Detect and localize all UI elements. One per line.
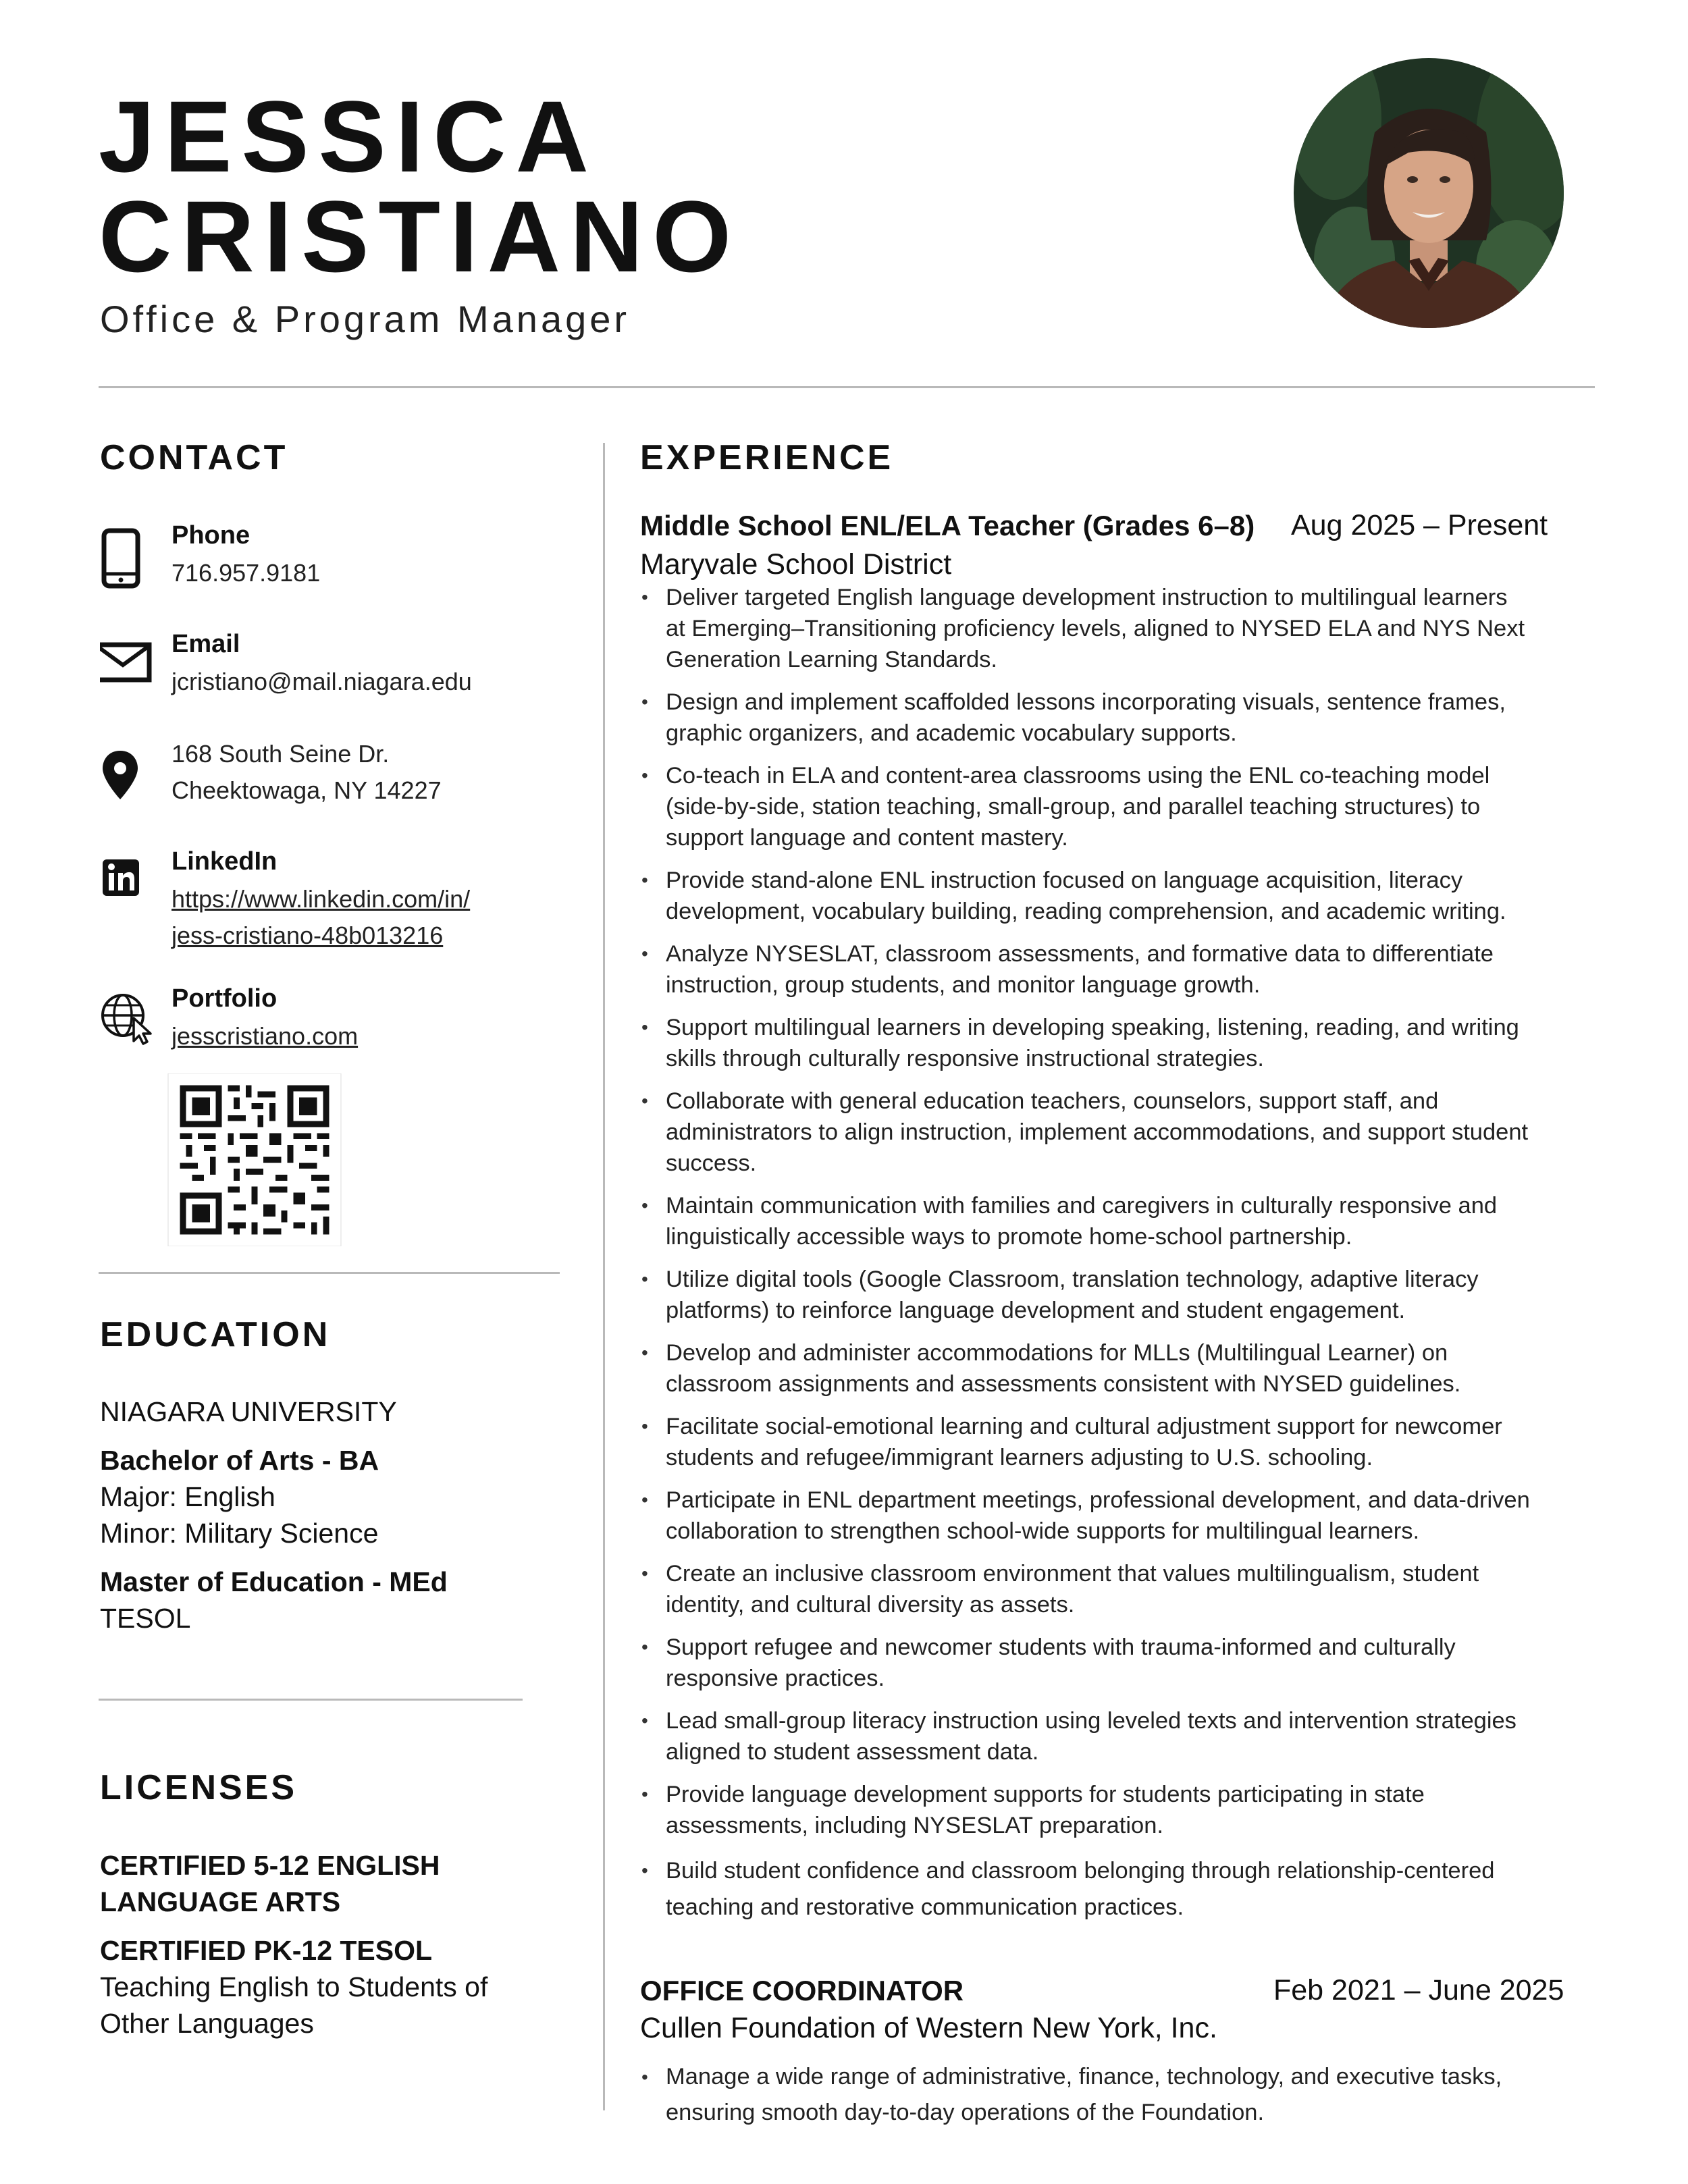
linkedin-url-line1[interactable]: https://www.linkedin.com/in/ <box>172 885 471 913</box>
list-item: • Develop and administer accommodations for MLLs (Multilingual Learner) on classroom assignments and assessments consistent with NYSED guidelines. <box>640 1337 1530 1400</box>
degree-master-field: TESOL <box>100 1603 191 1634</box>
list-item: • Provide stand-alone ENL instruction focused on language acquisition, literacy development, vocabulary building, reading comprehension, and academic writing. <box>640 865 1530 927</box>
job1-org: Maryvale School District <box>640 548 952 581</box>
license2-title: CERTIFIED PK-12 TESOL <box>100 1935 433 1966</box>
phone-value[interactable]: 716.957.9181 <box>172 559 321 587</box>
job2-bullets <box>640 2059 1502 2142</box>
profile-photo <box>1294 58 1564 328</box>
list-item: • Utilize digital tools (Google Classroom, translation technology, adaptive literacy platforms) to reinforce language development and student engagement. <box>640 1264 1530 1326</box>
list-item: • Analyze NYSESLAT, classroom assessments, and formative data to differentiate instruction, group students, and monitor language growth. <box>640 938 1530 1001</box>
job1-title: Middle School ENL/ELA Teacher (Grades 6–8) <box>640 510 1255 541</box>
experience-heading: EXPERIENCE <box>640 438 894 477</box>
portfolio-label: Portfolio <box>172 984 278 1013</box>
job2-title: OFFICE COORDINATOR <box>640 1975 964 2006</box>
phone-label: Phone <box>172 521 250 550</box>
contact-divider <box>99 1272 560 1274</box>
job1-bullets <box>640 582 1530 1937</box>
education-divider <box>99 1699 523 1701</box>
list-item: • Create an inclusive classroom environment that values multilingualism, student identity, and cultural diversity as assets. <box>640 1558 1530 1620</box>
linkedin-url-line2[interactable]: jess-cristiano-48b013216 <box>172 922 444 949</box>
license2-desc-line1: Teaching English to Students of <box>100 1971 488 2002</box>
contact-heading: CONTACT <box>100 438 288 477</box>
last-name: CRISTIANO <box>99 180 741 293</box>
degree-bachelor: Bachelor of Arts - BA <box>100 1445 379 1476</box>
first-name: JESSICA <box>99 80 598 193</box>
candidate-name <box>99 80 741 293</box>
degree-minor: Minor: Military Science <box>100 1518 379 1549</box>
email-icon <box>100 630 154 691</box>
list-item: • Support multilingual learners in developing speaking, listening, reading, and writing skills through culturally responsive instructional strategies. <box>640 1012 1530 1074</box>
list-item: • Build student confidence and classroom belonging through relationship-centered teaching and restorative communication practices. <box>640 1853 1530 1925</box>
linkedin-label: LinkedIn <box>172 847 278 876</box>
location-pin-icon <box>100 737 154 798</box>
list-item: • Deliver targeted English language development instruction to multilingual learners at Emerging–Transitioning proficiency levels, aligned to NYSED ELA and NYS Next Generation Learning Standards. <box>640 582 1530 675</box>
licenses-heading: LICENSES <box>100 1768 298 1807</box>
header-divider <box>99 386 1595 388</box>
job1-dates: Aug 2025 – Present <box>1291 509 1548 541</box>
license1-line1: CERTIFIED 5-12 ENGLISH <box>100 1850 440 1881</box>
license2-desc-line2: Other Languages <box>100 2008 314 2039</box>
degree-major: Major: English <box>100 1481 275 1512</box>
phone-icon <box>100 521 154 582</box>
address-line2: Cheektowaga, NY 14227 <box>172 776 442 804</box>
list-item: • Maintain communication with families and caregivers in culturally responsive and linguistically accessible ways to promote home-school partnership. <box>640 1190 1530 1252</box>
portfolio-qr-code[interactable] <box>167 1073 342 1246</box>
degree-master: Master of Education - MEd <box>100 1566 448 1597</box>
email-label: Email <box>172 630 240 658</box>
education-heading: EDUCATION <box>100 1315 331 1354</box>
license1-line2: LANGUAGE ARTS <box>100 1886 341 1917</box>
email-value[interactable]: jcristiano@mail.niagara.edu <box>172 668 472 695</box>
list-item: • Support refugee and newcomer students with trauma-informed and culturally responsive practices. <box>640 1632 1530 1694</box>
job-title: Office & Program Manager <box>100 298 631 340</box>
list-item: • Manage a wide range of administrative, finance, technology, and executive tasks, ensuring smooth day-to-day operations of the Foundation. <box>640 2059 1502 2131</box>
address-line1: 168 South Seine Dr. <box>172 740 390 768</box>
job2-org: Cullen Foundation of Western New York, Inc. <box>640 2012 1217 2044</box>
list-item: • Lead small-group literacy instruction using leveled texts and intervention strategies aligned to student assessment data. <box>640 1705 1530 1767</box>
job2-dates: Feb 2021 – June 2025 <box>1273 1974 1564 2006</box>
school-name: NIAGARA UNIVERSITY <box>100 1396 397 1427</box>
linkedin-icon <box>100 847 154 908</box>
globe-cursor-icon <box>100 984 154 1045</box>
list-item: • Provide language development supports for students participating in state assessments, including NYSESLAT preparation. <box>640 1779 1530 1841</box>
list-item: • Collaborate with general education teachers, counselors, support staff, and administrators to align instruction, implement accommodations, and support student success. <box>640 1086 1530 1179</box>
column-divider <box>603 443 605 2110</box>
list-item: • Design and implement scaffolded lessons incorporating visuals, sentence frames, graphic organizers, and academic vocabulary supports. <box>640 687 1530 749</box>
list-item: • Participate in ENL department meetings, professional development, and data-driven collaboration to strengthen school-wide supports for multilingual learners. <box>640 1485 1530 1547</box>
list-item: • Facilitate social-emotional learning and cultural adjustment support for newcomer students and refugee/immigrant learners adjusting to U.S. schooling. <box>640 1411 1530 1473</box>
portfolio-url[interactable]: jesscristiano.com <box>172 1022 359 1050</box>
list-item: • Co-teach in ELA and content-area classrooms using the ENL co-teaching model (side-by-side, station teaching, small-group, and parallel teaching structures) to support language and content mastery. <box>640 760 1530 853</box>
